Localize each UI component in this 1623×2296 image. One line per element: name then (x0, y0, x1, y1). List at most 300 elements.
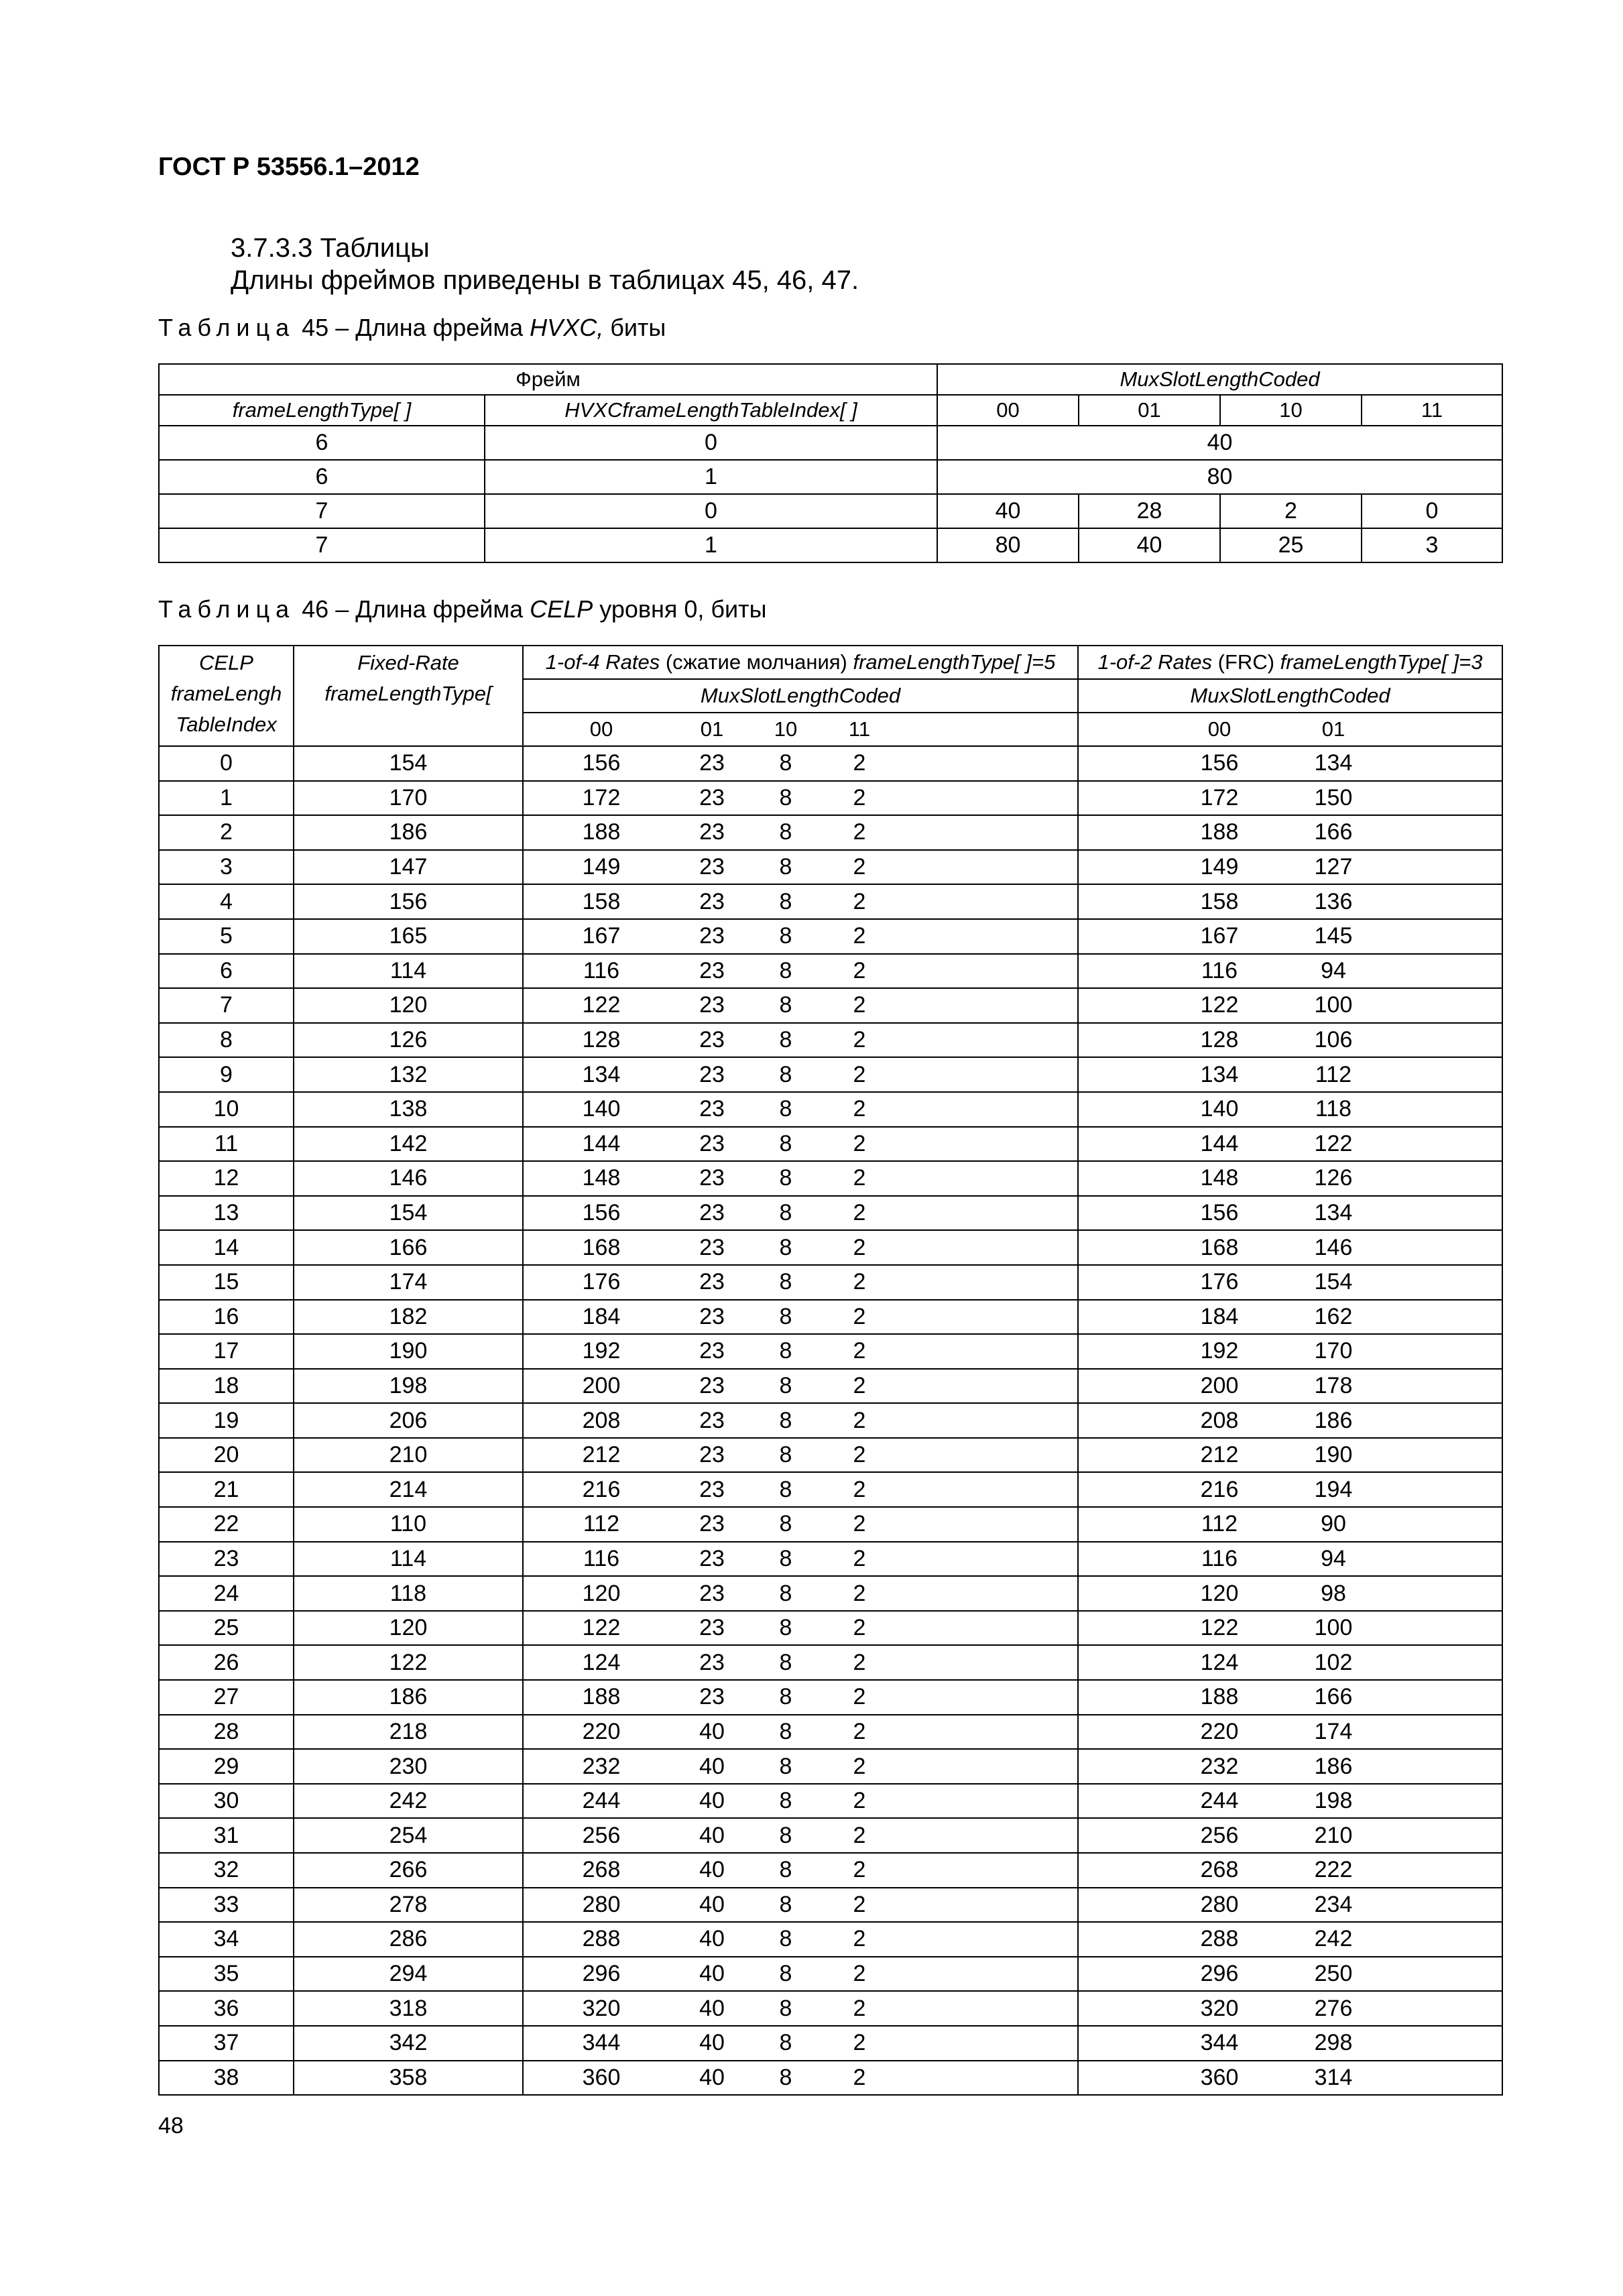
cell: 142 (294, 1127, 523, 1162)
cell-value: 122 (582, 1615, 621, 1641)
table-row (159, 1957, 1502, 1992)
cell-value: 242 (1314, 1926, 1353, 1952)
cell-value: 280 (1200, 1891, 1239, 1917)
cell-value: 8 (779, 1027, 792, 1053)
table-row (159, 1438, 1502, 1473)
cell-value: 156 (582, 750, 621, 776)
rates4-type: frameLengthType[ ]=5 (853, 650, 1056, 674)
table-row (159, 2061, 1502, 2096)
cell-value: 127 (1314, 854, 1353, 880)
cell-value: 184 (582, 1303, 621, 1329)
cell: 114 (294, 1542, 523, 1577)
cell-value: 190 (1314, 1442, 1353, 1468)
rates4-cells (523, 1818, 1078, 1853)
cell-value: 232 (1200, 1753, 1239, 1779)
mux-code: 01 (1079, 395, 1220, 426)
cell-value: 222 (1314, 1857, 1353, 1883)
cell-value: 23 (699, 1234, 725, 1260)
cell-value: 23 (699, 1096, 725, 1122)
rates2-cells (1078, 1611, 1502, 1646)
table-row (159, 1888, 1502, 1923)
cell: 16 (159, 1300, 294, 1335)
cell: 17 (159, 1334, 294, 1369)
cell-value: 2 (853, 854, 866, 880)
cell: 342 (294, 2026, 523, 2061)
cell: 118 (294, 1576, 523, 1611)
rates2-cells (1078, 2026, 1502, 2061)
cell-value: 40 (699, 2030, 725, 2056)
rates2-cells (1078, 1300, 1502, 1335)
table-row (159, 1472, 1502, 1507)
cell-value: 148 (1200, 1165, 1239, 1191)
cell-value: 2 (853, 1096, 866, 1122)
cell-value: 23 (699, 957, 725, 983)
table-row (159, 1334, 1502, 1369)
cell-value: 2 (853, 2064, 866, 2090)
col-rates2 (1078, 646, 1502, 679)
cell: 186 (294, 1680, 523, 1715)
table-row (159, 1023, 1502, 1058)
merged-cell: 40 (937, 426, 1502, 460)
cell-value: 8 (779, 1511, 792, 1537)
cell-value: 8 (779, 2064, 792, 2090)
cell-value: 220 (582, 1718, 621, 1744)
table-row (159, 1611, 1502, 1646)
cell: 170 (294, 781, 523, 816)
cell: 1 (485, 528, 937, 562)
cell-value: 2 (853, 1545, 866, 1571)
rates4-cells (523, 1853, 1078, 1888)
rates4-cells (523, 1749, 1078, 1784)
cell: 20 (159, 1438, 294, 1473)
cell-value: 8 (779, 784, 792, 810)
col-framelengthtype: frameLengthType[ ] (159, 395, 485, 426)
cell-value: 167 (582, 923, 621, 949)
cell: 30 (159, 1784, 294, 1819)
rates2-cells (1078, 1680, 1502, 1715)
rates2-cells (1078, 1334, 1502, 1369)
cell: 33 (159, 1888, 294, 1923)
cell-value: 200 (582, 1372, 621, 1398)
rates2-cells (1078, 1991, 1502, 2026)
rates4-cells (523, 1057, 1078, 1092)
table-row (159, 1127, 1502, 1162)
cell-value: 208 (1200, 1407, 1239, 1433)
table-row (159, 954, 1502, 989)
rates2-note: (FRC) (1212, 650, 1280, 674)
rates2-cells (1078, 1922, 1502, 1957)
cell-value: 158 (582, 888, 621, 914)
cell-value: 134 (582, 1061, 621, 1087)
cell: 38 (159, 2061, 294, 2096)
cell: 7 (159, 988, 294, 1023)
table-row (159, 1991, 1502, 2026)
table-row (159, 1715, 1502, 1750)
cell: 28 (159, 1715, 294, 1750)
table-row (159, 1092, 1502, 1127)
cell: 358 (294, 2061, 523, 2096)
rates2-cells (1078, 1542, 1502, 1577)
cell-value: 200 (1200, 1372, 1239, 1398)
cell-value: 8 (779, 1995, 792, 2021)
cell-value: 296 (582, 1961, 621, 1987)
rates4-cells (523, 1127, 1078, 1162)
cell: 23 (159, 1542, 294, 1577)
cell-value: 23 (699, 1027, 725, 1053)
table-row (159, 1645, 1502, 1680)
cell-value: 2 (853, 1718, 866, 1744)
cell-value: 8 (779, 992, 792, 1018)
caption-italic: CELP (530, 595, 593, 623)
cell-value: 2 (853, 2030, 866, 2056)
cell-value: 2 (853, 1027, 866, 1053)
cell-value: 23 (699, 1338, 725, 1364)
cell-value: 23 (699, 923, 725, 949)
rates4-cells (523, 1092, 1078, 1127)
cell-value: 2 (853, 957, 866, 983)
cell: 1 (485, 460, 937, 494)
cell-value: 8 (779, 1130, 792, 1156)
table45 (158, 363, 1503, 563)
cell-value: 124 (582, 1649, 621, 1675)
rates2-cells (1078, 1784, 1502, 1819)
rates2-cells (1078, 1576, 1502, 1611)
cell-value: 106 (1314, 1027, 1353, 1053)
cell-value: 172 (582, 784, 621, 810)
rates2-cells (1078, 1818, 1502, 1853)
code: 01 (700, 717, 724, 741)
caption-italic: HVXC, (530, 314, 604, 341)
cell-value: 8 (779, 1718, 792, 1744)
table-row (159, 1576, 1502, 1611)
cell-value: 2 (853, 1788, 866, 1814)
rates4-cells (523, 1334, 1078, 1369)
cell: 190 (294, 1334, 523, 1369)
cell-value: 8 (779, 957, 792, 983)
cell: 210 (294, 1438, 523, 1473)
cell: 214 (294, 1472, 523, 1507)
cell-value: 23 (699, 1511, 725, 1537)
caption-word: Таблица (158, 595, 296, 623)
cell: 120 (294, 1611, 523, 1646)
cell: 2 (1220, 494, 1362, 528)
rates2-cells (1078, 1265, 1502, 1300)
rates2-cells (1078, 1369, 1502, 1404)
cell-value: 128 (582, 1027, 621, 1053)
cell: 242 (294, 1784, 523, 1819)
cell-value: 94 (1321, 957, 1346, 983)
cell: 15 (159, 1265, 294, 1300)
cell-value: 23 (699, 1442, 725, 1468)
cell-value: 23 (699, 1200, 725, 1226)
caption-end: уровня 0, биты (593, 595, 767, 623)
cell: 182 (294, 1300, 523, 1335)
cell-value: 116 (583, 957, 620, 983)
cell: 254 (294, 1818, 523, 1853)
cell-value: 23 (699, 1580, 725, 1606)
cell-value: 2 (853, 992, 866, 1018)
rates2-cells (1078, 1196, 1502, 1231)
cell-value: 2 (853, 1234, 866, 1260)
cell: 80 (937, 528, 1079, 562)
cell-value: 8 (779, 1857, 792, 1883)
cell-value: 8 (779, 1372, 792, 1398)
cell-value: 40 (699, 1822, 725, 1848)
rates4-cells (523, 850, 1078, 885)
cell: 0 (1362, 494, 1502, 528)
col-fixed-rate (294, 646, 523, 746)
cell-value: 184 (1200, 1303, 1239, 1329)
rates2-cells (1078, 1888, 1502, 1923)
cell-value: 2 (853, 1442, 866, 1468)
code: 10 (774, 717, 798, 741)
cell-value: 344 (582, 2030, 621, 2056)
cell: 6 (159, 460, 485, 494)
cell: 8 (159, 1023, 294, 1058)
table-row (159, 746, 1502, 781)
cell: 3 (1362, 528, 1502, 562)
cell-value: 23 (699, 819, 725, 845)
cell-value: 288 (582, 1926, 621, 1952)
standard-header: ГОСТ Р 53556.1–2012 (158, 153, 420, 181)
rates2-cells (1078, 2061, 1502, 2096)
cell-value: 8 (779, 1545, 792, 1571)
rates4-note: (сжатие молчания) (660, 650, 853, 674)
mux-header: MuxSlotLengthCoded (523, 679, 1078, 713)
cell: 11 (159, 1127, 294, 1162)
rates2-cells (1078, 1853, 1502, 1888)
table45-caption (158, 314, 666, 342)
cell-value: 194 (1314, 1476, 1353, 1502)
cell-value: 216 (582, 1476, 621, 1502)
cell-value: 2 (853, 750, 866, 776)
cell: 126 (294, 1023, 523, 1058)
cell: 120 (294, 988, 523, 1023)
cell-value: 174 (1314, 1718, 1353, 1744)
rates4-cells (523, 1991, 1078, 2026)
rates2-cells (1078, 954, 1502, 989)
cell: 1 (159, 781, 294, 816)
cell-value: 8 (779, 1096, 792, 1122)
page-number: 48 (158, 2113, 184, 2138)
cell-value: 134 (1314, 750, 1353, 776)
table-row (159, 1265, 1502, 1300)
rates4-cells (523, 954, 1078, 989)
cell-value: 8 (779, 923, 792, 949)
table-row (159, 460, 1502, 494)
cell-value: 116 (1201, 1545, 1238, 1571)
cell: 6 (159, 954, 294, 989)
cell: 5 (159, 919, 294, 954)
rates4-cells (523, 1922, 1078, 1957)
table-row (159, 1507, 1502, 1542)
cell-value: 256 (1200, 1822, 1239, 1848)
cell-value: 320 (1200, 1995, 1239, 2021)
cell-value: 23 (699, 1684, 725, 1710)
cell-value: 186 (1314, 1753, 1353, 1779)
cell: 40 (937, 494, 1079, 528)
cell-value: 244 (582, 1788, 621, 1814)
cell-value: 2 (853, 1269, 866, 1295)
cell-value: 8 (779, 819, 792, 845)
rates4-cells (523, 1645, 1078, 1680)
cell-value: 250 (1314, 1961, 1353, 1987)
rates2-cells (1078, 746, 1502, 781)
rates2-cells (1078, 1161, 1502, 1196)
cell-value: 188 (1200, 1684, 1239, 1710)
cell-value: 40 (699, 1857, 725, 1883)
cell-value: 2 (853, 1753, 866, 1779)
code: 00 (1207, 717, 1231, 741)
cell-value: 23 (699, 1615, 725, 1641)
cell-value: 140 (582, 1096, 621, 1122)
cell: 156 (294, 884, 523, 919)
rates4-cells (523, 1300, 1078, 1335)
cell-value: 166 (1314, 819, 1353, 845)
cell-value: 256 (582, 1822, 621, 1848)
table46-body (159, 746, 1502, 2095)
rates4-cells (523, 919, 1078, 954)
codes4-header (523, 713, 1078, 746)
cell: 12 (159, 1161, 294, 1196)
cell-value: 8 (779, 1684, 792, 1710)
cell-value: 94 (1321, 1545, 1346, 1571)
cell-value: 40 (699, 1788, 725, 1814)
cell-value: 150 (1314, 784, 1353, 810)
cell-value: 178 (1314, 1372, 1353, 1398)
cell: 110 (294, 1507, 523, 1542)
rates2-cells (1078, 1749, 1502, 1784)
cell: 206 (294, 1403, 523, 1438)
rates4-cells (523, 1576, 1078, 1611)
cell-value: 188 (582, 1684, 621, 1710)
cell-value: 8 (779, 750, 792, 776)
cell-value: 8 (779, 1165, 792, 1191)
cell: 3 (159, 850, 294, 885)
cell-value: 23 (699, 1649, 725, 1675)
cell-value: 268 (1200, 1857, 1239, 1883)
rates4-cells (523, 1438, 1078, 1473)
cell: 286 (294, 1922, 523, 1957)
cell-value: 314 (1314, 2064, 1353, 2090)
rates2-label: 1-of-2 Rates (1097, 650, 1213, 674)
cell: 40 (1079, 528, 1220, 562)
rates2-cells (1078, 781, 1502, 816)
cell-value: 168 (1200, 1234, 1239, 1260)
cell-value: 122 (1314, 1130, 1353, 1156)
table-row (159, 1403, 1502, 1438)
cell: 36 (159, 1991, 294, 2026)
cell: 165 (294, 919, 523, 954)
table-row (159, 1749, 1502, 1784)
cell: 34 (159, 1922, 294, 1957)
rates4-cells (523, 1611, 1078, 1646)
cell-value: 2 (853, 1926, 866, 1952)
cell-value: 124 (1200, 1649, 1239, 1675)
cell-value: 116 (1201, 957, 1238, 983)
cell: 294 (294, 1957, 523, 1992)
cell-value: 40 (699, 1753, 725, 1779)
cell-value: 112 (583, 1511, 620, 1537)
header-line: CELP (199, 651, 253, 674)
rates4-cells (523, 1472, 1078, 1507)
cell: 114 (294, 954, 523, 989)
cell: 32 (159, 1853, 294, 1888)
cell: 21 (159, 1472, 294, 1507)
cell-value: 2 (853, 1857, 866, 1883)
cell-value: 220 (1200, 1718, 1239, 1744)
cell-value: 140 (1200, 1096, 1239, 1122)
rates2-cells (1078, 1403, 1502, 1438)
cell-value: 192 (1200, 1338, 1239, 1364)
cell-value: 23 (699, 992, 725, 1018)
cell-value: 232 (582, 1753, 621, 1779)
cell-value: 90 (1321, 1511, 1346, 1537)
cell-value: 2 (853, 1961, 866, 1987)
cell-value: 23 (699, 1372, 725, 1398)
cell: 22 (159, 1507, 294, 1542)
section-heading: 3.7.3.3 Таблицы (231, 233, 430, 263)
cell: 154 (294, 746, 523, 781)
rates4-cells (523, 884, 1078, 919)
cell-value: 280 (582, 1891, 621, 1917)
codes2-header (1078, 713, 1502, 746)
cell-value: 136 (1314, 888, 1353, 914)
cell: 25 (159, 1611, 294, 1646)
table-row (159, 1542, 1502, 1577)
cell-value: 158 (1200, 888, 1239, 914)
table-row (159, 1680, 1502, 1715)
col-hvxc-index: HVXCframeLengthTableIndex[ ] (485, 395, 937, 426)
cell-value: 8 (779, 1269, 792, 1295)
cell-value: 144 (582, 1130, 621, 1156)
cell: 138 (294, 1092, 523, 1127)
cell: 0 (159, 746, 294, 781)
cell: 7 (159, 494, 485, 528)
rates2-cells (1078, 1057, 1502, 1092)
table46 (158, 645, 1503, 2096)
cell-value: 2 (853, 1822, 866, 1848)
cell-value: 149 (582, 854, 621, 880)
cell-value: 118 (1315, 1096, 1352, 1122)
cell-value: 100 (1314, 1615, 1353, 1641)
cell: 318 (294, 1991, 523, 2026)
rates4-cells (523, 1230, 1078, 1265)
code: 01 (1321, 717, 1345, 741)
rates2-cells (1078, 1507, 1502, 1542)
rates4-cells (523, 1957, 1078, 1992)
cell-value: 360 (582, 2064, 621, 2090)
cell-value: 268 (582, 1857, 621, 1883)
cell-value: 344 (1200, 2030, 1239, 2056)
rates4-cells (523, 2026, 1078, 2061)
merged-cell: 80 (937, 460, 1502, 494)
table-row (159, 1230, 1502, 1265)
rates4-cells (523, 746, 1078, 781)
cell-value: 8 (779, 1891, 792, 1917)
cell-value: 100 (1314, 992, 1353, 1018)
cell-value: 2 (853, 923, 866, 949)
cell-value: 320 (582, 1995, 621, 2021)
header-line: frameLengh (170, 682, 282, 705)
cell-value: 244 (1200, 1788, 1239, 1814)
rates4-cells (523, 1784, 1078, 1819)
table-row (159, 528, 1502, 562)
caption-end: биты (603, 314, 666, 341)
cell-value: 8 (779, 1649, 792, 1675)
mux-header: MuxSlotLengthCoded (1078, 679, 1502, 713)
cell-value: 166 (1314, 1684, 1353, 1710)
